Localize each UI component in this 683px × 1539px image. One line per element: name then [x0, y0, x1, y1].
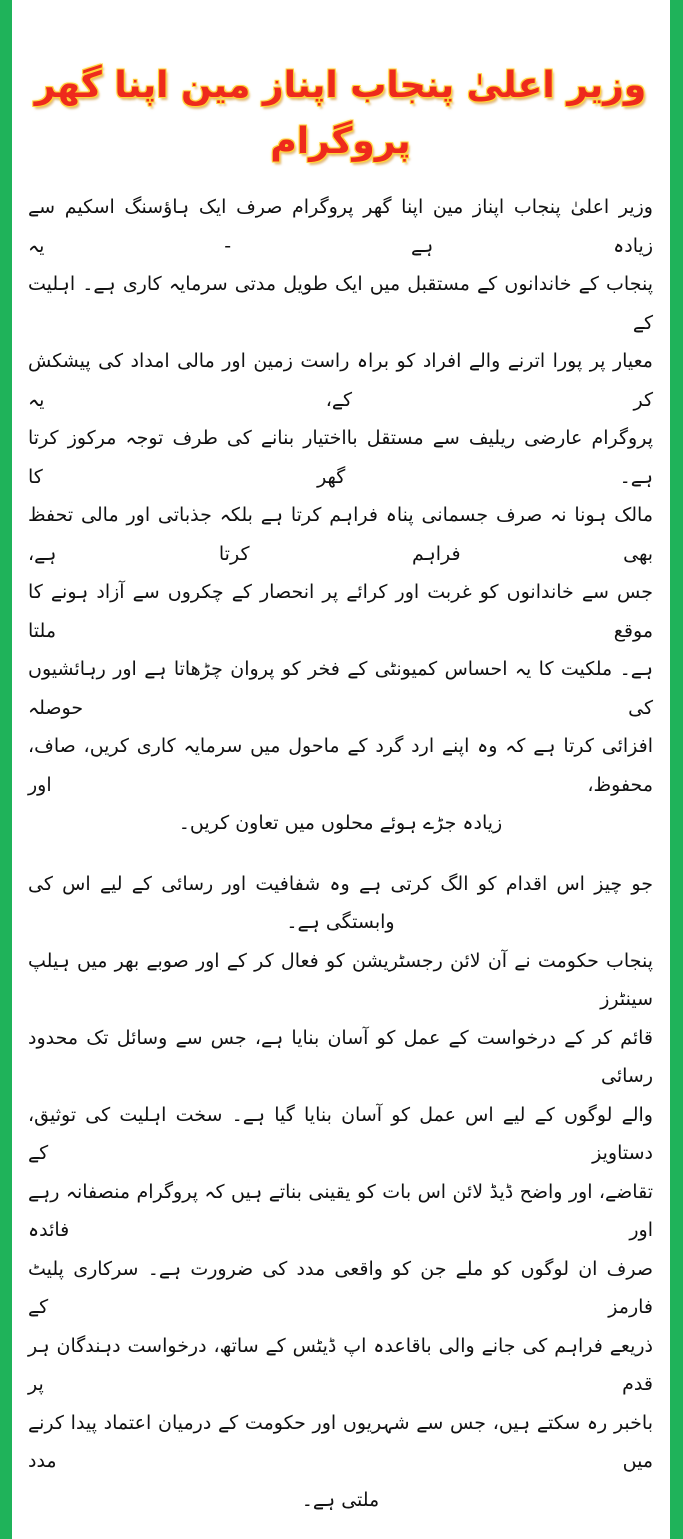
text-line: مالک ہونا نہ صرف جسمانی پناہ فراہم کرتا ہے بلکہ جذباتی اور مالی تحفظ بھی فراہم کرتا ہے، — [28, 504, 653, 565]
text-line: معیار پر پورا اترنے والے افراد کو براہ راست زمین اور مالی امداد کی پیشکش کر کے، یہ — [28, 350, 653, 411]
paragraph-2 — [28, 865, 653, 1520]
article-body — [28, 188, 653, 1519]
text-line: پنجاب کے خاندانوں کے مستقبل میں ایک طویل مدتی سرمایہ کاری ہے۔ اہلیت کے — [28, 273, 653, 334]
text-line: ہے۔ ملکیت کا یہ احساس کمیونٹی کے فخر کو پروان چڑھاتا ہے اور رہائشیوں کی حوصلہ — [28, 658, 653, 719]
paragraph-1 — [28, 188, 653, 843]
page-title-line-1: وزیر اعلیٰ پنجاب اپناز مین اپنا گھر — [34, 65, 647, 106]
text-line: ملتی ہے۔ — [301, 1488, 380, 1511]
text-line: جس سے خاندانوں کو غربت اور کرائے پر انحصار کے چکروں سے آزاد ہونے کا موقع ملتا — [28, 581, 653, 642]
text-line: پروگرام عارضی ریلیف سے مستقل بااختیار بنانے کی طرف توجہ مرکوز کرتا ہے۔ گھر کا — [28, 427, 653, 488]
page-title-line-2: پروگرام — [270, 121, 411, 162]
text-line: پنجاب حکومت نے آن لائن رجسٹریشن کو فعال کر کے اور صوبے بھر میں ہیلپ سینٹرز — [28, 949, 653, 1010]
text-line: قائم کر کے درخواست کے عمل کو آسان بنایا ہے، جس سے وسائل تک محدود رسائی — [28, 1026, 653, 1087]
paragraph-gap — [28, 843, 653, 865]
text-line: ذریعے فراہم کی جانے والی باقاعدہ اپ ڈیٹس کے ساتھ، درخواست دہندگان ہر قدم پر — [28, 1334, 653, 1395]
text-line: تقاضے، اور واضح ڈیڈ لائن اس بات کو یقینی بناتے ہیں کہ پروگرام منصفانہ رہے اور فائدہ — [28, 1180, 653, 1241]
text-line: صرف ان لوگوں کو ملے جن کو واقعی مدد کی ضرورت ہے۔ سرکاری پلیٹ فارمز کے — [28, 1257, 653, 1318]
text-line: والے لوگوں کے لیے اس عمل کو آسان بنایا گیا ہے۔ سخت اہلیت کی توثیق، دستاویز کے — [28, 1103, 653, 1164]
text-line: افزائی کرتا ہے کہ وہ اپنے ارد گرد کے ماحول میں سرمایہ کاری کریں، صاف، محفوظ، اور — [28, 735, 653, 796]
text-line: باخبر رہ سکتے ہیں، جس سے شہریوں اور حکومت کے درمیان اعتماد پیدا کرنے میں مدد — [28, 1411, 653, 1472]
text-line: وزیر اعلیٰ پنجاب اپناز مین اپنا گھر پروگرام صرف ایک ہاؤسنگ اسکیم سے زیادہ ہے - یہ — [28, 196, 653, 257]
text-line: جو چیز اس اقدام کو الگ کرتی ہے وہ شفافیت اور رسائی کے لیے اس کی وابستگی ہے۔ — [28, 872, 653, 933]
text-line: زیادہ جڑے ہوئے محلوں میں تعاون کریں۔ — [178, 812, 503, 834]
